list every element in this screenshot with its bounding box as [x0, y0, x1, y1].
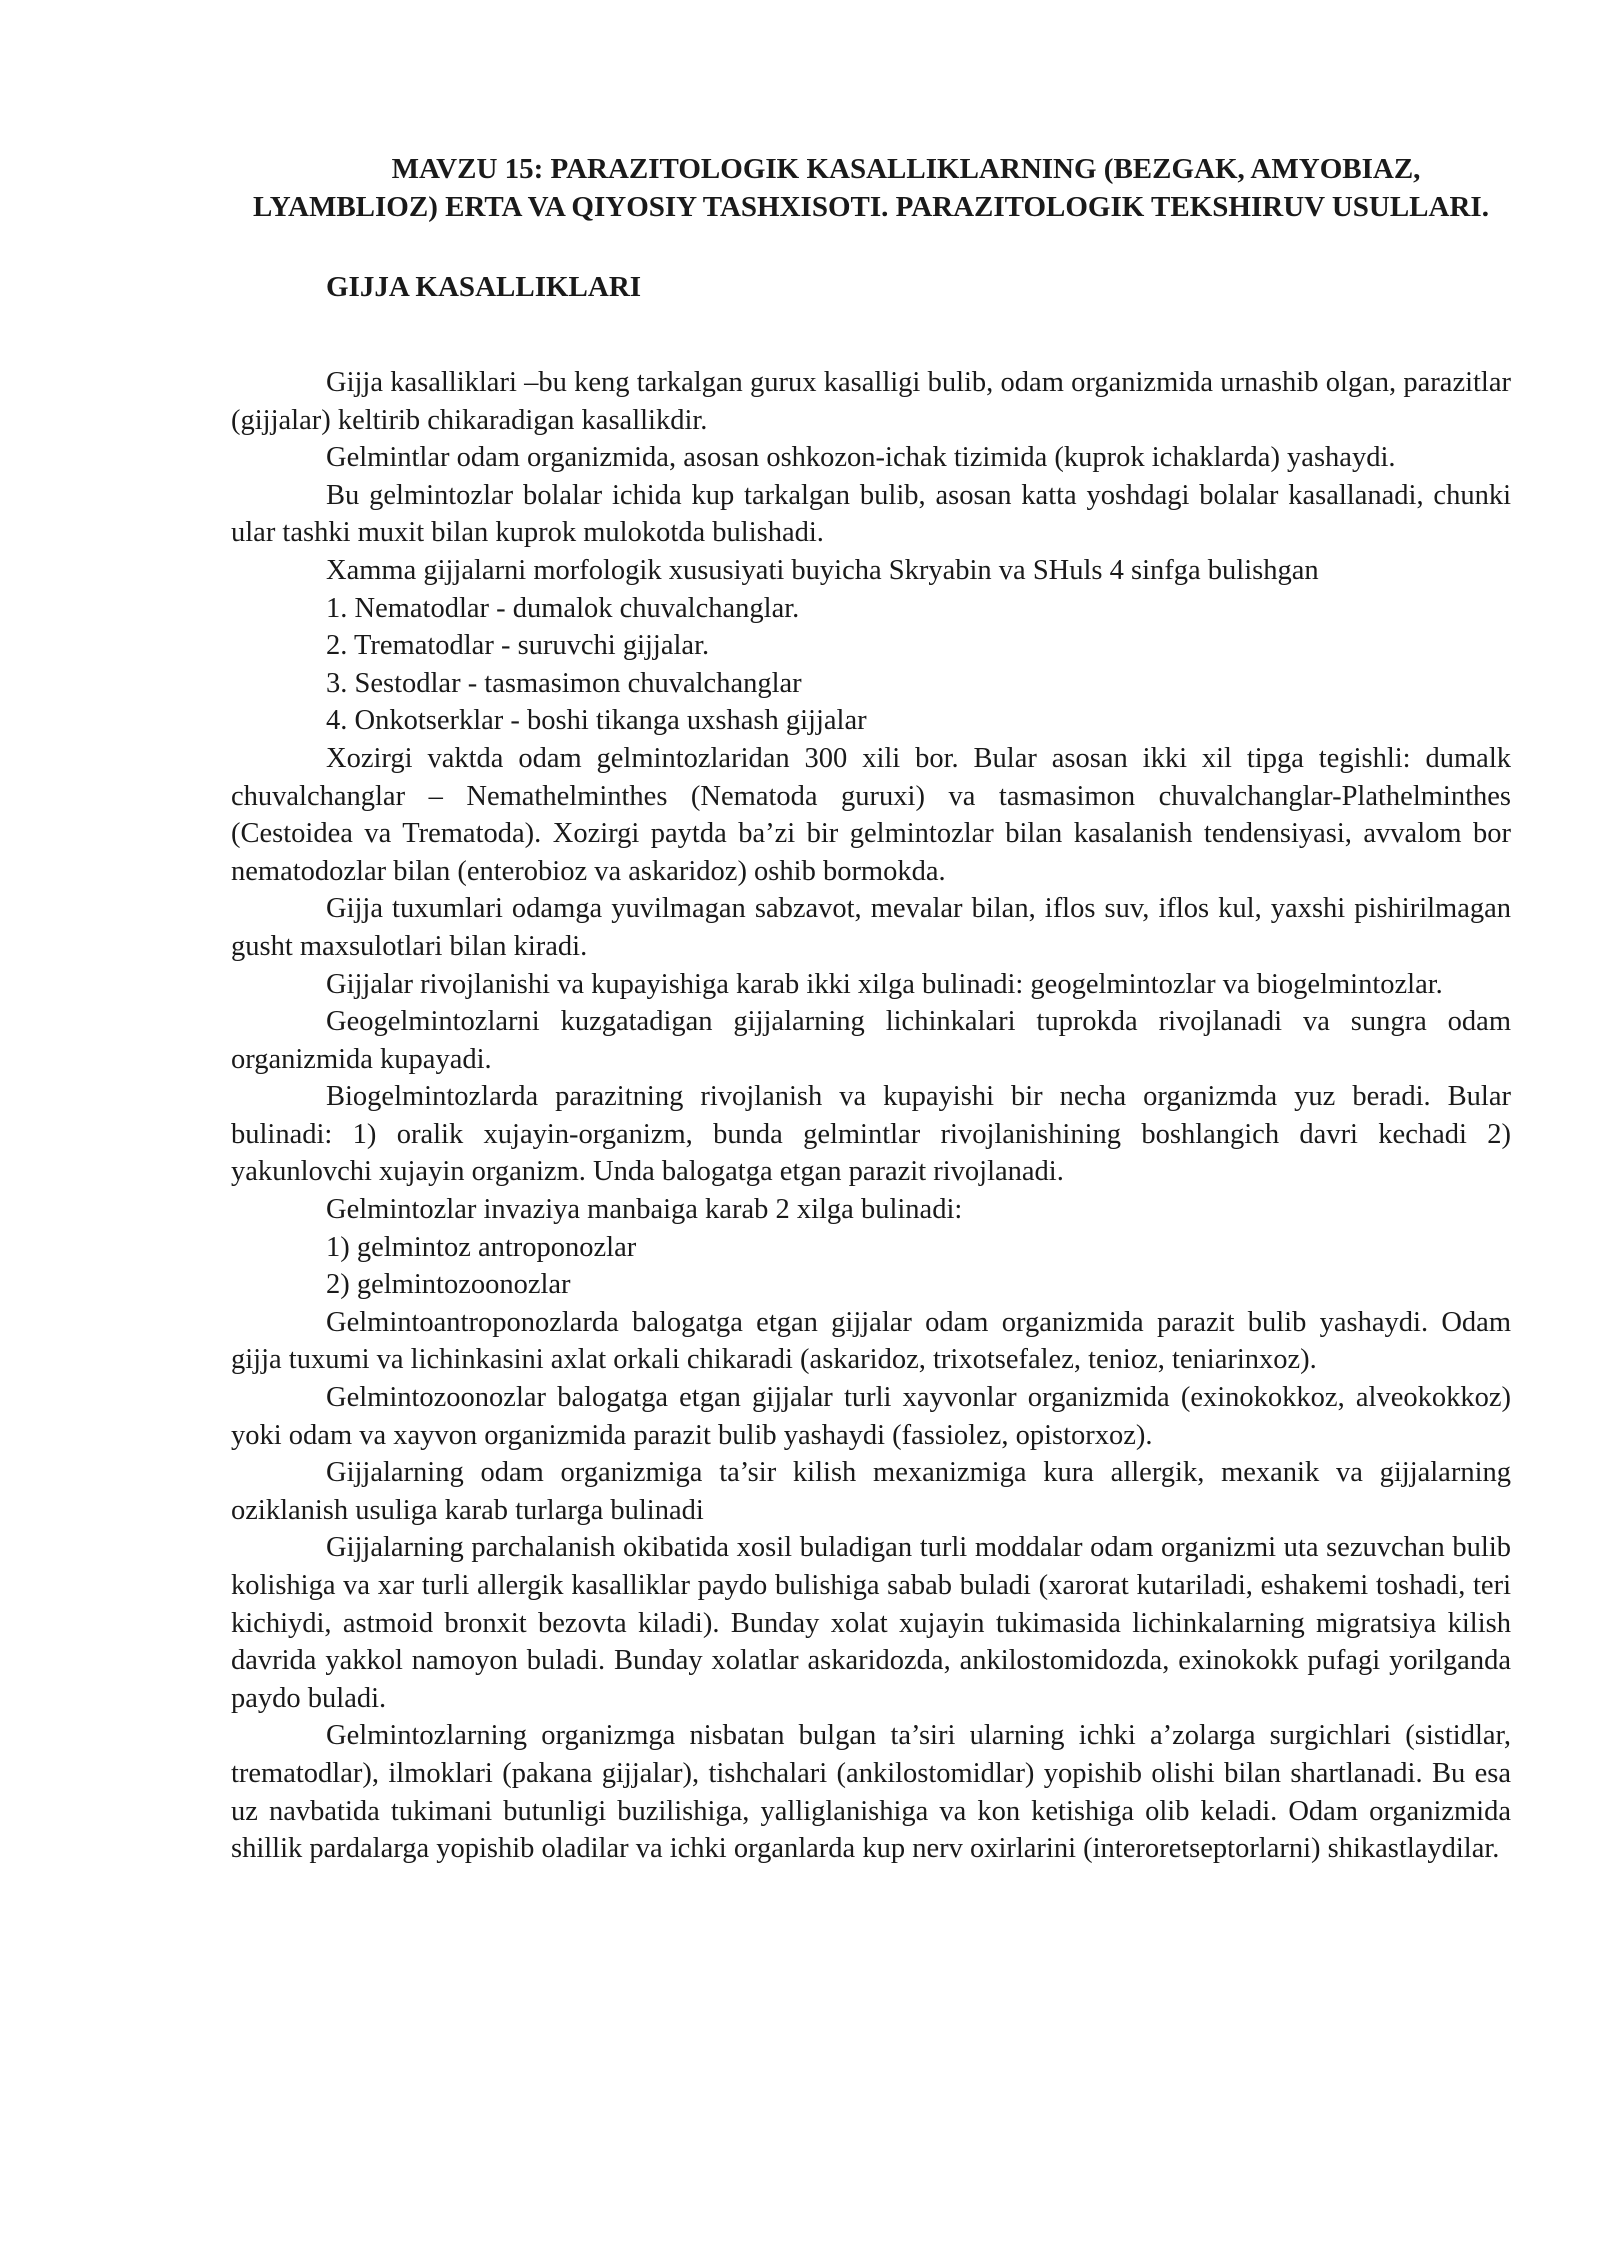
- list-line: Gelmintozlar invaziya manbaiga karab 2 xilga bulinadi:: [326, 1194, 963, 1226]
- section-heading: GIJJA KASALLIKLARI: [326, 271, 642, 303]
- list-line: Xamma gijjalarni morfologik xususiyati buyicha Skryabin va SHuls 4 sinfga bulishgan: [326, 554, 1319, 586]
- paragraph: Gelmintoantroponozlarda balogatga etgan gijjalar odam organizmida parazit bulib yashaydi. Odam gijja tuxumi va lichinkasini axlat orkali chikaradi (askaridoz, trixotsefalez, tenioz, teniarinxoz).: [231, 1306, 1511, 1376]
- paragraph: Bu gelmintozlar bolalar ichida kup tarkalgan bulib, asosan katta yoshdagi bolalar kasallanadi, chunki ular tashki muxit bilan kuprok mulokotda bulishadi.: [231, 479, 1511, 549]
- list-line: 2. Trematodlar - suruvchi gijjalar.: [326, 630, 710, 662]
- list-line: 1) gelmintoz antroponozlar: [326, 1231, 637, 1263]
- list-line: 2) gelmintozoonozlar: [326, 1269, 571, 1301]
- document-body: [231, 364, 1511, 1868]
- paragraph: Gelmintozlarning organizmga nisbatan bulgan ta’siri ularning ichki a’zolarga surgichlari (sistidlar, trematodlar), ilmoklari (pakana gijjalar), tishchalari (ankilostomidlar) yopishib olishi bilan shartlanadi. Bu esa uz navbatida tukimani butunligi buzilishiga, yalliglanishiga va kon ketishiga olib keladi. Odam organizmida shillik pardalarga yopishib oladilar va ichki organlarda kup nerv oxirlarini (interoretseptorlarni) shikastlaydilar.: [231, 1720, 1511, 1865]
- paragraph: Geogelmintozlarni kuzgatadigan gijjalarning lichinkalari tuprokda rivojlanadi va sungra odam organizmida kupayadi.: [231, 1006, 1511, 1075]
- paragraph: Gijjalar rivojlanishi va kupayishiga karab ikki xilga bulinadi: geogelmintozlar va biogelmintozlar.: [326, 968, 1443, 1000]
- paragraph: Gijja tuxumlari odamga yuvilmagan sabzavot, mevalar bilan, iflos suv, iflos kul, yaxshi pishirilmagan gusht maxsulotlari bilan kiradi.: [231, 893, 1511, 962]
- paragraph: Gijja kasalliklari –bu keng tarkalgan gurux kasalligi bulib, odam organizmida urnashib olgan, parazitlar (gijjalar) keltirib chikaradigan kasallikdir.: [231, 367, 1511, 436]
- list-line: 4. Onkotserklar - boshi tikanga uxshash gijjalar: [326, 705, 867, 737]
- paragraph: Gijjalarning odam organizmiga ta’sir kilish mexanizmiga kura allergik, mexanik va gijjalarning oziklanish usuliga karab turlarga bulinadi: [231, 1457, 1511, 1526]
- document-title: MAVZU 15: PARAZITOLOGIK KASALLIKLARNING (BEZGAK, AMYOBIAZ, LYAMBLIOZ) ERTA VA QIYOSIY TASHXISOTI. PARAZITOLOGIK TEKSHIRUV USULLARI.: [253, 153, 1489, 223]
- document-page: [231, 150, 1511, 1868]
- list-line: 3. Sestodlar - tasmasimon chuvalchanglar: [326, 667, 802, 699]
- list-line: 1. Nematodlar - dumalok chuvalchanglar.: [326, 592, 800, 624]
- paragraph: Gelmintlar odam organizmida, asosan oshkozon-ichak tizimida (kuprok ichaklarda) yashaydi.: [326, 442, 1396, 474]
- paragraph: Xozirgi vaktda odam gelmintozlaridan 300 xili bor. Bular asosan ikki xil tipga tegishli: dumalk chuvalchanglar – Nemathelminthes (Nematoda guruxi) va tasmasimon chuvalchanglar-Plathelminthes (Cestoidea va Trematoda). Xozirgi paytda ba’zi bir gelmintozlar bilan kasalanish tendensiyasi, avvalom bor nematodozlar bilan (enterobioz va askaridoz) oshib bormokda.: [231, 742, 1511, 887]
- paragraph: Gelmintozoonozlar balogatga etgan gijjalar turli xayvonlar organizmida (exinokokkoz, alveokokkoz) yoki odam va xayvon organizmida parazit bulib yashaydi (fassiolez, opistorxoz).: [231, 1382, 1511, 1451]
- paragraph: Biogelmintozlarda parazitning rivojlanish va kupayishi bir necha organizmda yuz beradi. Bular bulinadi: 1) oralik xujayin-organizm, bunda gelmintlar rivojlanishining boshlangich davri kechadi 2) yakunlovchi xujayin organizm. Unda balogatga etgan parazit rivojlanadi.: [231, 1081, 1511, 1188]
- paragraph: Gijjalarning parchalanish okibatida xosil buladigan turli moddalar odam organizmi uta sezuvchan bulib kolishiga va xar turli allergik kasalliklar paydo bulishiga sabab buladi (xarorat kutariladi, eshakemi toshadi, teri kichiydi, astmoid bronxit bezovta kiladi). Bunday xolat xujayin tukimasida lichinkalarning migratsiya kilish davrida yakkol namoyon buladi. Bunday xolatlar askaridozda, ankilostomidozda, exinokokk pufagi yorilganda paydo buladi.: [231, 1532, 1511, 1714]
